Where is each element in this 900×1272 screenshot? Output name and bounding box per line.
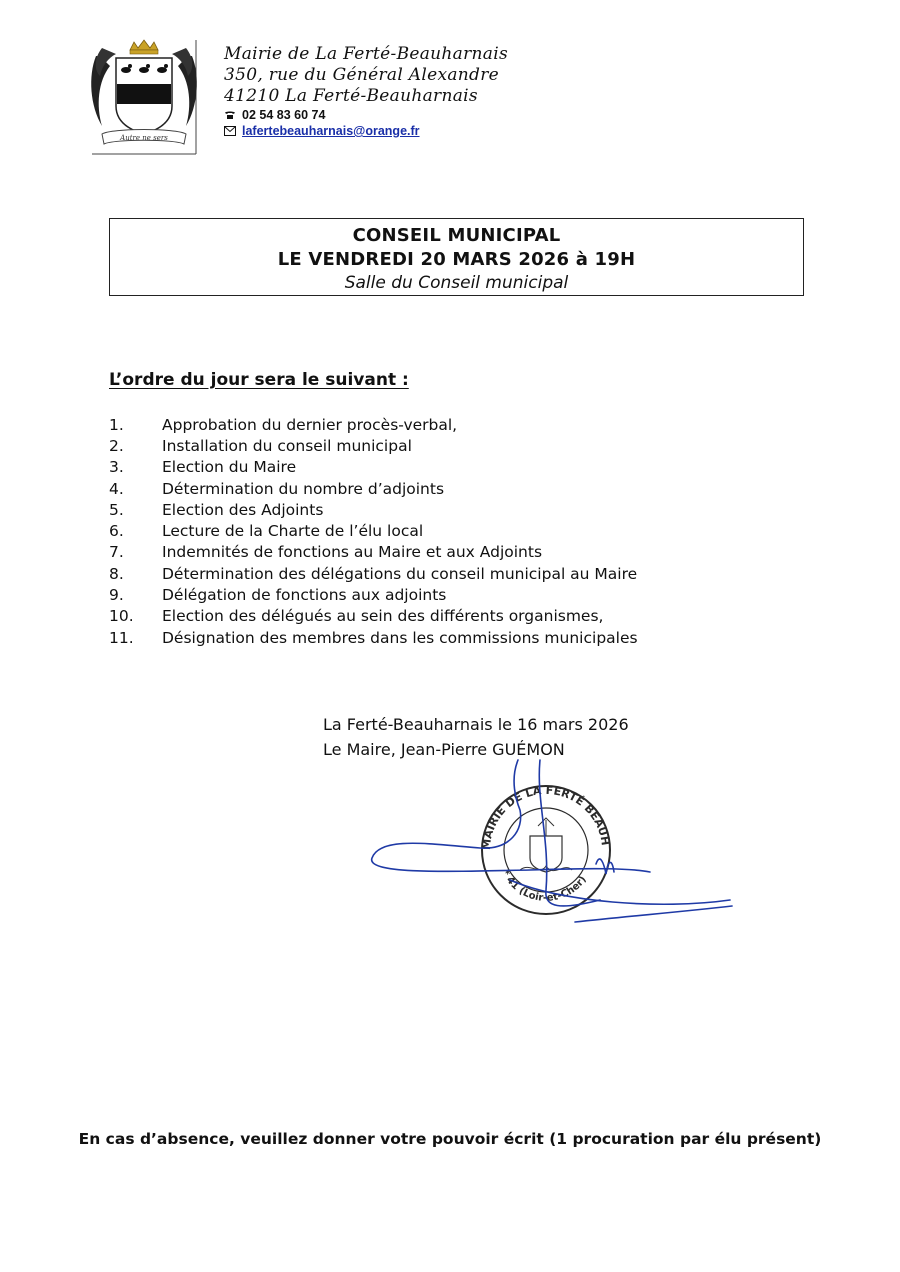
agenda-list <box>109 414 638 648</box>
item-text: Approbation du dernier procès-verbal, <box>162 415 458 434</box>
item-number: 10. <box>109 607 134 626</box>
item-text: Détermination des délégations du conseil municipal au Maire <box>162 564 638 583</box>
meeting-title-box <box>109 218 804 296</box>
email-line <box>224 123 508 139</box>
footer-note: En cas d’absence, veuillez donner votre pouvoir écrit (1 procuration par élu présent) <box>78 1130 822 1148</box>
email-link[interactable]: lafertebeauharnais@orange.fr <box>242 124 420 138</box>
place-date: La Ferté-Beauharnais le 16 mars 2026 <box>323 715 629 734</box>
phone-number: 02 54 83 60 74 <box>242 108 326 122</box>
item-number: 11. <box>109 628 134 647</box>
item-text: Election du Maire <box>162 458 297 477</box>
coat-of-arms-icon <box>88 36 200 156</box>
list-item <box>109 414 638 435</box>
phone-line <box>224 107 508 123</box>
town-hall-header <box>224 44 508 139</box>
header-line-street: 350, rue du Général Alexandre <box>224 65 499 85</box>
item-text: Délégation de fonctions aux adjoints <box>162 586 447 605</box>
list-item <box>109 542 638 563</box>
item-text: Désignation des membres dans les commissions municipales <box>162 628 638 647</box>
crest-motto: Autre ne sers <box>120 134 168 142</box>
list-item <box>109 563 638 584</box>
list-item <box>109 627 638 648</box>
item-number: 3. <box>109 458 124 477</box>
meeting-date: LE VENDREDI 20 MARS 2026 à 19H <box>277 249 636 270</box>
item-number: 6. <box>109 522 124 541</box>
phone-icon <box>224 110 236 120</box>
item-number: 5. <box>109 500 124 519</box>
item-number: 7. <box>109 543 124 562</box>
item-text: Election des Adjoints <box>162 500 324 519</box>
list-item <box>109 584 638 605</box>
item-text: Election des délégués au sein des différents organismes, <box>162 607 604 626</box>
list-item <box>109 499 638 520</box>
meeting-title: CONSEIL MUNICIPAL <box>352 225 561 246</box>
list-item <box>109 478 638 499</box>
list-item <box>109 435 638 456</box>
header-line-name: Mairie de La Ferté-Beauharnais <box>224 44 508 64</box>
svg-text:MAIRIE DE LA FERTÉ BEAUHARNAIS: MAIRIE DE LA FERTÉ BEAUH <box>479 783 612 851</box>
item-text: Détermination du nombre d’adjoints <box>162 479 445 498</box>
signature-stamp <box>360 740 740 940</box>
town-hall-stamp <box>360 740 612 914</box>
envelope-icon <box>224 126 236 136</box>
list-item <box>109 457 638 478</box>
item-text: Installation du conseil municipal <box>162 436 412 455</box>
item-text: Lecture de la Charte de l’élu local <box>162 522 424 541</box>
list-item <box>109 520 638 541</box>
item-text: Indemnités de fonctions au Maire et aux Adjoints <box>162 543 543 562</box>
item-number: 1. <box>109 415 124 434</box>
item-number: 9. <box>109 586 124 605</box>
header-line-city: 41210 La Ferté-Beauharnais <box>224 86 478 106</box>
signatory: Le Maire, Jean-Pierre GUÉMON <box>323 740 565 759</box>
item-number: 8. <box>109 564 124 583</box>
meeting-location: Salle du Conseil municipal <box>344 273 569 293</box>
item-number: 2. <box>109 436 124 455</box>
agenda-heading: L’ordre du jour sera le suivant : <box>109 370 409 390</box>
list-item <box>109 606 638 627</box>
svg-text:* 41 (Loir-et-Cher): * 41 (Loir-et-Cher) <box>499 868 589 904</box>
item-number: 4. <box>109 479 124 498</box>
